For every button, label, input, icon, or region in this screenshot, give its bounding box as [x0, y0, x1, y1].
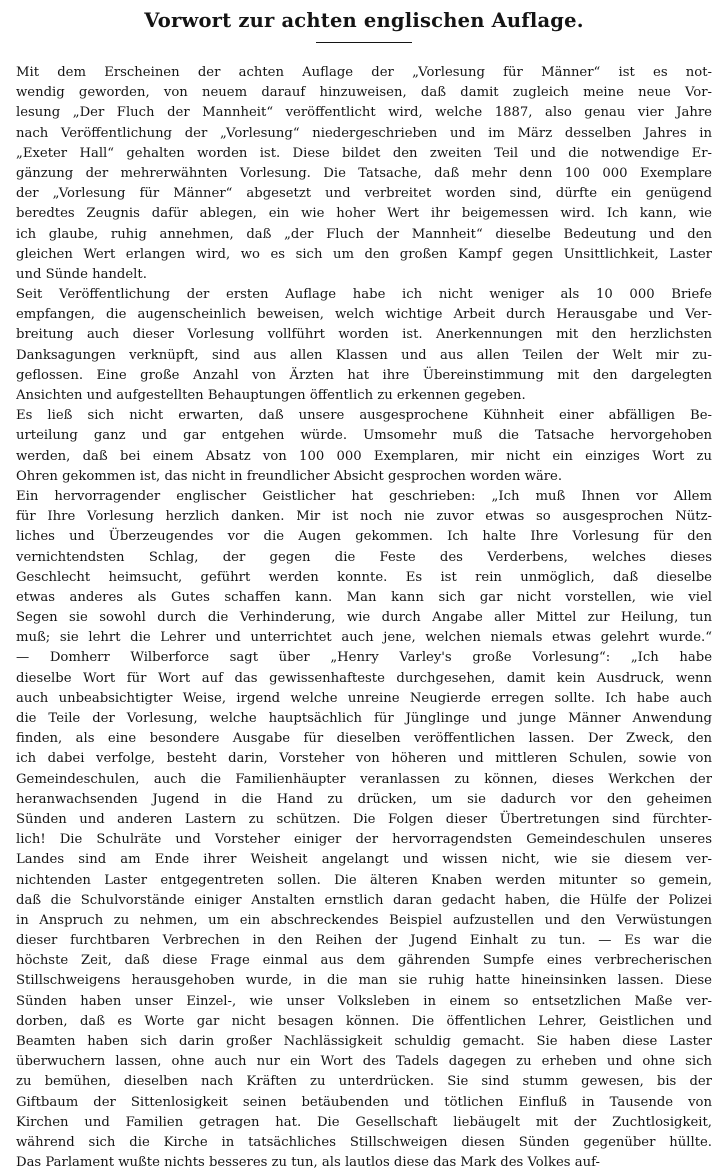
text-line: finden, als eine besondere Ausgabe für dieselben veröffentlichen lassen. Der Zweck, den	[16, 731, 712, 747]
paragraph	[16, 63, 712, 285]
text-line: Das Parlament wußte nichts besseres zu tun, als lautlos diese das Mark des Volkes auf-	[16, 1155, 600, 1171]
text-line: daß die Schulvorstände einiger Anstalten ernstlich daran gedacht haben, die Hülfe der Polizei	[16, 892, 712, 908]
text-line: Ansichten und aufgestellten Behauptungen öffentlich zu erkennen gegeben.	[16, 388, 526, 403]
text-line: Mit dem Erscheinen der achten Auflage der „Vorlesung für Männer“ ist es not-	[16, 65, 712, 80]
text-line: auch unbeabsichtigter Weise, irgend welche unreine Neugierde erregen sollte. Ich habe auch	[16, 690, 712, 706]
text-line: dieselbe Wort für Wort auf das gewissenhafteste durchgesehen, damit kein Ausdruck, wenn	[16, 670, 712, 686]
text-line: dorben, daß es Worte gar nicht besagen können. Die öffentlichen Lehrer, Geistlichen und	[16, 1013, 712, 1029]
paragraph	[16, 285, 712, 406]
paragraph	[16, 487, 712, 1173]
text-line: ich dabei verfolge, besteht darin, Vorsteher von höheren und mittleren Schulen, sowie von	[16, 751, 712, 767]
text-line: Ohren gekommen ist, das nicht in freundlicher Absicht gesprochen worden wäre.	[16, 468, 563, 484]
page-title: Vorwort zur achten englischen Auflage.	[144, 9, 584, 32]
text-line: Kirchen und Familien getragen hat. Die Gesellschaft liebäugelt mit der Zuchtlosigkeit,	[16, 1114, 712, 1130]
text-line: breitung auch dieser Vorlesung vollführt worden ist. Anerkennungen mit den herzlichsten	[16, 327, 712, 343]
text-line: Giftbaum der Sittenlosigkeit seinen betäubenden und tötlichen Einfluß in Tausende von	[16, 1094, 712, 1110]
text-line: dieser furchtbaren Verbrechen in den Reihen der Jugend Einhalt zu tun. — Es war die	[16, 933, 712, 949]
body-text	[16, 63, 712, 1173]
text-line: lich! Die Schulräte und Vorsteher einiger der hervorragendsten Gemeindeschulen unseres	[16, 832, 712, 848]
text-line: Stillschweigens herausgehoben wurde, in die man sie ruhig hatte hineinsinken lassen. Diese	[16, 973, 712, 989]
text-line: liches und Überzeugendes vor die Augen gekommen. Ich halte Ihre Vorlesung für den	[16, 529, 712, 545]
text-line: Geschlecht heimsucht, geführt werden konnte. Es ist rein unmöglich, daß dieselbe	[16, 569, 712, 585]
text-line: empfangen, die augenscheinlich beweisen, welch wichtige Arbeit durch Herausgabe und Ver-	[16, 307, 712, 323]
text-line: während sich die Kirche in tatsächliches Stillschweigen diesen Sünden gegenüber hüllte.	[16, 1134, 712, 1150]
text-line: muß; sie lehrt die Lehrer und unterrichtet auch jene, welchen niemals etwas gelehrt wurde.“	[16, 630, 712, 646]
text-line: Danksagungen verknüpft, sind aus allen Klassen und aus allen Teilen der Welt mir zu-	[16, 347, 712, 363]
text-line: höchste Zeit, daß diese Frage einmal aus dem gährenden Sumpfe eines verbrecherischen	[16, 953, 712, 969]
text-line: und Sünde handelt.	[16, 266, 147, 282]
text-line: ich glaube, ruhig annehmen, daß „der Fluch der Mannheit“ dieselbe Bedeutung und den	[16, 226, 712, 242]
text-line: überwuchern lassen, ohne auch nur ein Wort des Tadels dagegen zu erheben und ohne sich	[16, 1054, 712, 1070]
text-line: Segen sie sowohl durch die Verhinderung, wie durch Angabe aller Mittel zur Heilung, tun	[16, 610, 712, 626]
text-line: — Domherr Wilberforce sagt über „Henry Varley's große Vorlesung“: „Ich habe	[16, 650, 712, 666]
text-line: der „Vorlesung für Männer“ abgesetzt und verbreitet worden sind, dürfte ein genügend	[16, 186, 712, 202]
text-line: werden, daß bei einem Absatz von 100 000 Exemplaren, mir nicht ein einziges Wort zu	[16, 448, 712, 464]
text-line: etwas anderes als Gutes schaffen kann. Man kann sich gar nicht vorstellen, wie viel	[16, 589, 712, 605]
text-line: nichtenden Laster entgegentreten sollen. Die älteren Knaben werden mitunter so gemein,	[16, 872, 712, 888]
text-line: Es ließ sich nicht erwarten, daß unsere ausgesprochene Kühnheit einer abfälligen Be-	[16, 408, 712, 424]
text-line: lesung „Der Fluch der Mannheit“ veröffentlicht wird, welche 1887, also genau vier Jahre	[16, 105, 712, 121]
paragraph	[16, 406, 712, 487]
text-line: in Anspruch zu nehmen, um ein abschreckendes Beispiel aufzustellen und den Verwüstungen	[16, 912, 712, 928]
text-line: wendig geworden, von neuem darauf hinzuweisen, daß damit zugleich meine neue Vor-	[16, 85, 712, 101]
text-line: Landes sind am Ende ihrer Weisheit angelangt und wissen nicht, wie sie diesem ver-	[16, 852, 712, 868]
text-line: Seit Veröffentlichung der ersten Auflage habe ich nicht weniger als 10 000 Briefe	[16, 287, 712, 303]
text-line: heranwachsenden Jugend in die Hand zu drücken, um sie dadurch vor den geheimen	[16, 791, 712, 807]
text-line: „Exeter Hall“ gehalten worden ist. Diese bildet den zweiten Teil und die notwendige Er-	[16, 145, 712, 161]
text-line: zu bemühen, dieselben nach Kräften zu unterdrücken. Sie sind stumm gewesen, bis der	[16, 1074, 712, 1090]
text-line: Ein hervorragender englischer Geistlicher hat geschrieben: „Ich muß Ihnen vor Allem	[16, 488, 712, 504]
text-line: vernichtendsten Schlag, der gegen die Feste des Verderbens, welches dieses	[16, 549, 712, 565]
text-line: Sünden haben unser Einzel-, wie unser Volksleben in einem so entsetzlichen Maße ver-	[16, 993, 712, 1009]
text-line: Sünden und anderen Lastern zu schützen. Die Folgen dieser Übertretungen sind fürchter-	[16, 811, 712, 827]
text-line: urteilung ganz und gar entgehen würde. Umsomehr muß die Tatsache hervorgehoben	[16, 428, 712, 444]
title-divider	[316, 42, 412, 43]
text-line: beredtes Zeugnis dafür ablegen, ein wie hoher Wert ihr beigemessen wird. Ich kann, wie	[16, 206, 712, 222]
text-line: Gemeindeschulen, auch die Familienhäupter veranlassen zu können, dieses Werkchen der	[16, 771, 712, 787]
text-line: Beamten haben sich darin großer Nachlässigkeit schuldig gemacht. Sie haben diese Laster	[16, 1034, 712, 1049]
text-line: für Ihre Vorlesung herzlich danken. Mir ist noch nie zuvor etwas so ausgesprochen Nütz-	[16, 509, 712, 525]
text-line: geflossen. Eine große Anzahl von Ärzten hat ihre Übereinstimmung mit den dargelegten	[16, 367, 712, 383]
text-line: gleichen Wert erlangen wird, wo es sich um den großen Kampf gegen Unsittlichkeit, Laster	[16, 246, 712, 262]
text-line: nach Veröffentlichung der „Vorlesung“ niedergeschrieben und im März desselben Jahres in	[16, 125, 712, 141]
text-line: gänzung der mehrerwähnten Vorlesung. Die Tatsache, daß mehr denn 100 000 Exemplare	[16, 165, 712, 181]
text-line: die Teile der Vorlesung, welche hauptsächlich für Jünglinge und junge Männer Anwendung	[16, 711, 712, 726]
